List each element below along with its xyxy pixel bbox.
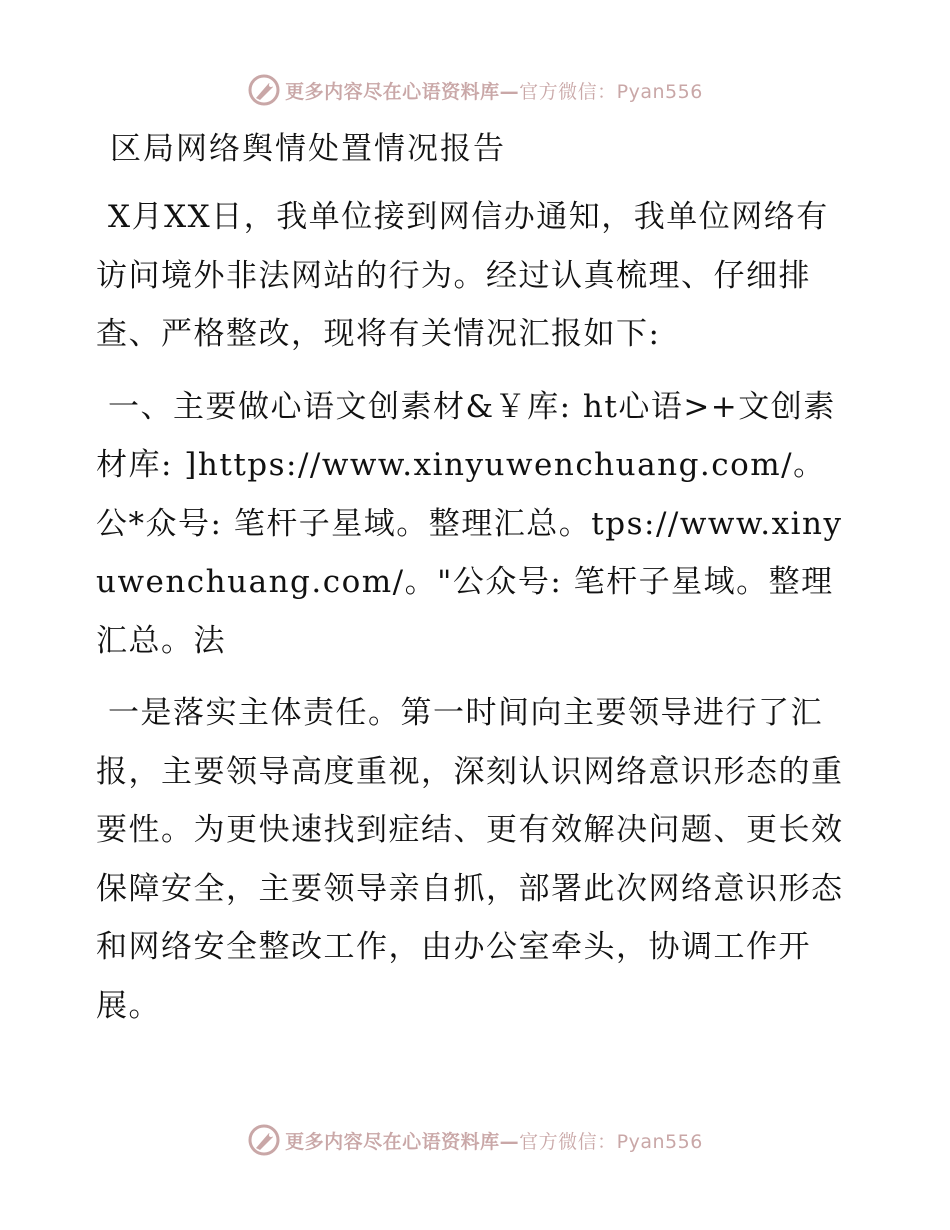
paragraph-responsibility: 一是落实主体责任。第一时间向主要领导进行了汇报，主要领导高度重视，深刻认识网络意识形态的重要性。为更快速找到症结、更有效解决问题、更长效保障安全，主要领导亲自抓，部署此次网络意识形态和网络安全整改工作，由办公室牵头，协调工作开展。 xyxy=(96,695,844,1024)
paragraph-intro: X月XX日，我单位接到网信办通知，我单位网络有访问境外非法网站的行为。经过认真梳理、仔细排查、严格整改，现将有关情况汇报如下: xyxy=(96,199,829,352)
watermark-contact: 官方微信：Pyan556 xyxy=(519,80,703,103)
watermark-text: 更多内容尽在心语资料库— xyxy=(285,80,520,103)
paragraph-section-one: 一、主要做心语文创素材&￥库: ht心语>+文创素材库: ]https://www.xinyuwenchuang.com/。公*众号: 笔杆子星域。整理汇总。tps://www.xinyuwenchuang.com/。"公众号: 笔杆子星域。整理汇总。法 xyxy=(96,388,843,659)
pen-nib-logo-icon xyxy=(247,73,281,107)
header-watermark xyxy=(0,70,950,110)
document-title: 区局网络舆情处置情况报告 xyxy=(110,131,506,167)
watermark-text: 更多内容尽在心语资料库— xyxy=(285,1130,520,1153)
pen-nib-logo-icon xyxy=(247,1123,281,1157)
document-body xyxy=(96,120,856,1049)
footer-watermark xyxy=(0,1120,950,1160)
watermark-contact: 官方微信：Pyan556 xyxy=(519,1130,703,1153)
